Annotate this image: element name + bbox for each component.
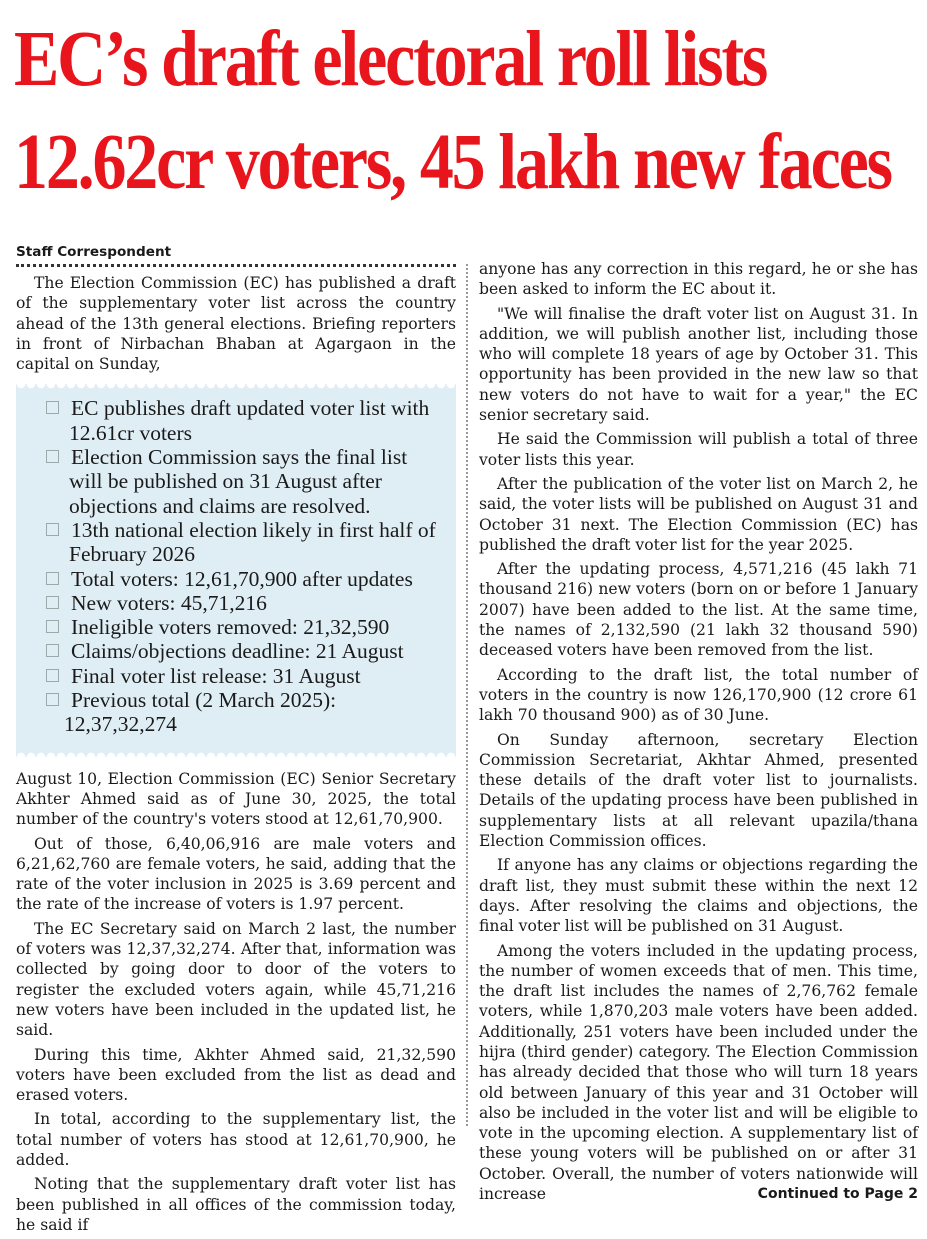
highlight-item: EC publishes draft updated voter list with 12.61cr voters bbox=[34, 396, 442, 445]
body-paragraph: The EC Secretary said on March 2 last, the number of voters was 12,37,32,274. After that, information was collected by going door to door of the voters to register the excluded voters again, while 45,71,216 new voters have been included in the updated list, he said. bbox=[16, 919, 456, 1040]
highlights-box bbox=[16, 384, 456, 756]
highlight-item: Previous total (2 March 2025): bbox=[34, 688, 442, 712]
highlight-item: Claims/objections deadline: 21 August bbox=[34, 639, 442, 663]
headline bbox=[14, 8, 891, 214]
body-paragraph: In total, according to the supplementary list, the total number of voters has stood at 12,61,70,900, he added. bbox=[16, 1110, 456, 1169]
body-paragraph: According to the draft list, the total number of voters in the country is now 126,170,900 (12 crore 61 lakh 70 thousand 900) as of 30 June. bbox=[479, 665, 918, 725]
bullet-square-icon bbox=[46, 620, 59, 633]
bullet-square-icon bbox=[46, 644, 59, 657]
body-paragraph: He said the Commission will publish a total of three voter lists this year. bbox=[479, 430, 918, 469]
highlight-item: New voters: 45,71,216 bbox=[34, 591, 442, 615]
body-paragraph: Out of those, 6,40,06,916 are male voters and 6,21,62,760 are female voters, he said, adding that the rate of the voter inclusion in 2025 is 3.69 percent and the rate of the increase of voters is 1.97 percent. bbox=[16, 834, 456, 914]
bullet-square-icon bbox=[46, 572, 59, 585]
bullet-square-icon bbox=[46, 693, 59, 706]
column-divider bbox=[466, 264, 468, 1126]
highlight-item-continuation: 12,37,32,274 bbox=[64, 712, 177, 737]
headline-line-1: EC’s draft electoral roll lists bbox=[14, 16, 767, 103]
final-paragraph-text: Among the voters included in the updating process, the number of women exceeds that of men. This time, the draft list includes the names of 2,76,762 female voters, while 1,870,203 male voters have been added. Additionally, 251 voters have been included under the hijra (third gender) category. The Election Commission has already decided that those who will turn 18 years old between January of this year and 31 October will also be included in the voter list and will be eligible to vote in the upcoming election. A supplementary list of these young voters will be published on or after 31 October. Overall, the number of voters nationwide will increase bbox=[479, 941, 918, 1204]
body-paragraph: On Sunday afternoon, secretary Election Commission Secretariat, Akhtar Ahmed, presented these details of the draft voter list to journalists. Details of the updating process have been published in supplementary lists at all relevant upazila/thana Election Commission offices. bbox=[479, 730, 918, 851]
highlight-item: Election Commission says the final list will be published on 31 August after objections and claims are resolved. bbox=[34, 445, 442, 518]
body-paragraph: anyone has any correction in this regard, he or she has been asked to inform the EC about it. bbox=[479, 260, 918, 299]
continued-link[interactable]: Continued to Page 2 bbox=[757, 1186, 918, 1203]
body-paragraph: After the updating process, 4,571,216 (45 lakh 71 thousand 216) new voters (born on or before 1 January 2007) have been added to the list. At the same time, the names of 2,132,590 (21 lakh 32 thousand 590) deceased voters have been removed from the list. bbox=[479, 560, 918, 660]
body-paragraph: During this time, Akhter Ahmed said, 21,32,590 voters have been excluded from the list as dead and erased voters. bbox=[16, 1045, 456, 1105]
body-paragraph: Noting that the supplementary draft voter list has been published in all offices of the commission today, he said if bbox=[16, 1175, 456, 1234]
body-paragraph: "We will finalise the draft voter list on August 31. In addition, we will publish another list, including those who will complete 18 years of age by October 31. This opportunity has been provided in the new law so that new voters do not have to wait for a year," the EC senior secretary said. bbox=[479, 304, 918, 425]
highlight-item: Final voter list release: 31 August bbox=[34, 664, 442, 688]
body-paragraph: If anyone has any claims or objections regarding the draft list, they must submit these within the next 12 days. After resolving the claims and objections, the final voter list will be published on 31 August. bbox=[479, 856, 918, 936]
body-paragraph: August 10, Election Commission (EC) Senior Secretary Akhter Ahmed said as of June 30, 2025, the total number of the country's voters stood at 12,61,70,900. bbox=[16, 769, 456, 829]
bullet-square-icon bbox=[46, 401, 59, 414]
intro-paragraph: The Election Commission (EC) has published a draft of the supplementary voter list across the country ahead of the 13th general elections. Briefing reporters in front of Nirbachan Bhaban at Agargaon in the capital on Sunday, bbox=[16, 274, 456, 374]
byline: Staff Correspondent bbox=[16, 244, 172, 260]
body-paragraph bbox=[479, 941, 918, 1205]
bullet-square-icon bbox=[46, 669, 59, 682]
bullet-square-icon bbox=[46, 523, 59, 536]
right-column bbox=[479, 259, 918, 1208]
bullet-square-icon bbox=[46, 596, 59, 609]
bullet-square-icon bbox=[46, 450, 59, 463]
highlight-item: 13th national election likely in first half of February 2026 bbox=[34, 518, 442, 567]
byline-divider bbox=[16, 264, 456, 267]
headline-line-2: 12.62cr voters, 45 lakh new faces bbox=[14, 119, 891, 206]
highlight-item: Total voters: 12,61,70,900 after updates bbox=[34, 567, 442, 591]
highlight-item: Ineligible voters removed: 21,32,590 bbox=[34, 615, 442, 639]
left-column bbox=[16, 244, 456, 1239]
body-paragraph: After the publication of the voter list on March 2, he said, the voter lists will be published on August 31 and October 31 next. The Election Commission (EC) has published the draft voter list for the year 2025. bbox=[479, 474, 918, 554]
